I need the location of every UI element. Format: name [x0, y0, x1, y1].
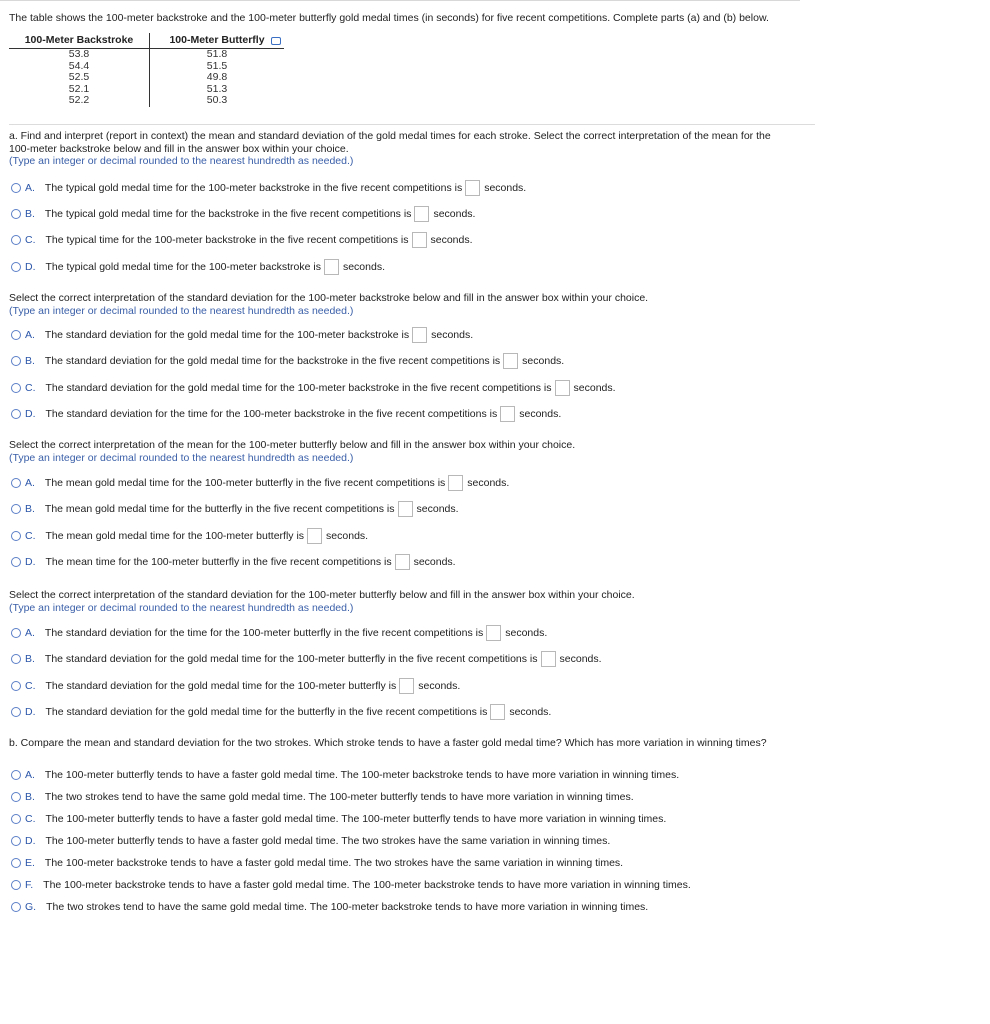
radio-button[interactable]: [11, 262, 21, 272]
radio-button[interactable]: [11, 770, 21, 780]
answer-box[interactable]: [307, 528, 322, 544]
section-divider: [9, 124, 815, 125]
q4-option-a[interactable]: A. The standard deviation for the time for the 100-meter butterfly in the five recent competitions is seconds.: [11, 624, 547, 642]
q3-option-d[interactable]: D. The mean time for the 100-meter butterfly in the five recent competitions is seconds.: [11, 553, 456, 571]
radio-button[interactable]: [11, 814, 21, 824]
q4-prompt-text: Select the correct interpretation of the standard deviation for the 100-meter butterfly below and fill in the answer box within your choice.: [9, 589, 635, 601]
q3-option-c[interactable]: C. The mean gold medal time for the 100-meter butterfly is seconds.: [11, 527, 368, 545]
header-backstroke: 100-Meter Backstroke: [9, 33, 150, 49]
intro-text: The table shows the 100-meter backstroke and the 100-meter butterfly gold medal times (in seconds) for five recent competitions. Complete parts (a) and (b) below.: [9, 12, 769, 24]
answer-box[interactable]: [465, 180, 480, 196]
q4-option-d[interactable]: D. The standard deviation for the gold medal time for the butterfly in the five recent competitions is seconds.: [11, 703, 551, 721]
data-table: [9, 33, 284, 107]
table-cell: 52.1: [9, 84, 150, 96]
answer-box[interactable]: [395, 554, 410, 570]
radio-button[interactable]: [11, 504, 21, 514]
radio-button[interactable]: [11, 792, 21, 802]
q4-option-b[interactable]: B. The standard deviation for the gold medal time for the 100-meter butterfly in the five recent competitions is seconds.: [11, 650, 602, 668]
part-b-option-a[interactable]: A. The 100-meter butterfly tends to have a faster gold medal time. The 100-meter backstroke tends to have more variation in winning times.: [11, 766, 679, 784]
radio-button[interactable]: [11, 654, 21, 664]
q1-option-a[interactable]: A. The typical gold medal time for the 100-meter backstroke in the five recent competitions is seconds.: [11, 179, 526, 197]
answer-box[interactable]: [490, 704, 505, 720]
q2-prompt-text: Select the correct interpretation of the standard deviation for the 100-meter backstroke below and fill in the answer box within your choice.: [9, 292, 649, 304]
part-a-hint: (Type an integer or decimal rounded to the nearest hundredth as needed.): [9, 155, 354, 167]
answer-box[interactable]: [500, 406, 515, 422]
table-cell: 53.8: [9, 49, 150, 61]
table-cell: 51.5: [206, 59, 228, 72]
table-cell: 50.3: [206, 94, 228, 106]
q2-option-c[interactable]: C. The standard deviation for the gold medal time for the 100-meter backstroke in the five recent competitions is seconds.: [11, 379, 616, 397]
answer-box[interactable]: [324, 259, 339, 275]
answer-box[interactable]: [541, 651, 556, 667]
q3-prompt: [9, 439, 819, 464]
part-b-prompt: b. Compare the mean and standard deviation for the two strokes. Which stroke tends to have a faster gold medal time? Which has more variation in winning times?: [9, 737, 767, 749]
q3-option-b[interactable]: B. The mean gold medal time for the butterfly in the five recent competitions is seconds.: [11, 500, 459, 518]
radio-button[interactable]: [11, 409, 21, 419]
copy-icon[interactable]: [271, 37, 281, 45]
q2-option-a[interactable]: A. The standard deviation for the gold medal time for the 100-meter backstroke is seconds.: [11, 326, 473, 344]
q4-prompt: [9, 589, 819, 614]
part-a-prompt-line2: 100-meter backstroke below and fill in the answer box within your choice.: [9, 142, 349, 155]
table-cell: 51.3: [206, 82, 228, 95]
q1-option-b[interactable]: B. The typical gold medal time for the backstroke in the five recent competitions is seconds.: [11, 205, 475, 223]
radio-button[interactable]: [11, 707, 21, 717]
radio-button[interactable]: [11, 681, 21, 691]
part-b-option-b[interactable]: B. The two strokes tend to have the same gold medal time. The 100-meter butterfly tends to have more variation in winning times.: [11, 788, 634, 806]
answer-box[interactable]: [448, 475, 463, 491]
radio-button[interactable]: [11, 836, 21, 846]
radio-button[interactable]: [11, 531, 21, 541]
table-cell: 52.5: [9, 72, 150, 84]
answer-box[interactable]: [414, 206, 429, 222]
answer-box[interactable]: [412, 232, 427, 248]
radio-button[interactable]: [11, 902, 21, 912]
radio-button[interactable]: [11, 383, 21, 393]
table-cell: 49.8: [206, 71, 228, 83]
radio-button[interactable]: [11, 235, 21, 245]
radio-button[interactable]: [11, 356, 21, 366]
part-a-prompt: [9, 130, 819, 168]
q4-hint: (Type an integer or decimal rounded to the nearest hundredth as needed.): [9, 601, 354, 614]
q4-option-c[interactable]: C. The standard deviation for the gold medal time for the 100-meter butterfly is seconds.: [11, 677, 460, 695]
part-b-option-g[interactable]: G. The two strokes tend to have the same gold medal time. The 100-meter backstroke tends to have more variation in winning times.: [11, 898, 648, 916]
answer-box[interactable]: [555, 380, 570, 396]
part-a-prompt-line1: a. Find and interpret (report in context) the mean and standard deviation of the gold medal times for each stroke. Select the correct interpretation of the mean for the: [9, 130, 771, 142]
part-b-option-f[interactable]: F. The 100-meter backstroke tends to have a faster gold medal time. The 100-meter backstroke tends to have more variation in winning times.: [11, 876, 691, 894]
q2-hint: (Type an integer or decimal rounded to the nearest hundredth as needed.): [9, 304, 354, 317]
radio-button[interactable]: [11, 628, 21, 638]
answer-box[interactable]: [398, 501, 413, 517]
radio-button[interactable]: [11, 183, 21, 193]
q3-prompt-text: Select the correct interpretation of the mean for the 100-meter butterfly below and fill in the answer box within your choice.: [9, 439, 576, 451]
q2-prompt: [9, 292, 819, 317]
q3-option-a[interactable]: A. The mean gold medal time for the 100-meter butterfly in the five recent competitions is seconds.: [11, 474, 509, 492]
q2-option-b[interactable]: B. The standard deviation for the gold medal time for the backstroke in the five recent competitions is seconds.: [11, 352, 564, 370]
radio-button[interactable]: [11, 209, 21, 219]
answer-box[interactable]: [412, 327, 427, 343]
part-b-option-d[interactable]: D. The 100-meter butterfly tends to have a faster gold medal time. The two strokes have the same variation in winning times.: [11, 832, 610, 850]
top-divider: [0, 0, 800, 1]
answer-box[interactable]: [503, 353, 518, 369]
radio-button[interactable]: [11, 330, 21, 340]
table-cell: 52.2: [9, 95, 150, 107]
part-b-option-e[interactable]: E. The 100-meter backstroke tends to have a faster gold medal time. The two strokes have the same variation in winning times.: [11, 854, 623, 872]
table-cell: 54.4: [9, 61, 150, 73]
q3-hint: (Type an integer or decimal rounded to the nearest hundredth as needed.): [9, 451, 354, 464]
radio-button[interactable]: [11, 557, 21, 567]
radio-button[interactable]: [11, 880, 21, 890]
part-b-option-c[interactable]: C. The 100-meter butterfly tends to have a faster gold medal time. The 100-meter butterfly tends to have more variation in winning times.: [11, 810, 666, 828]
header-butterfly: 100-Meter Butterfly: [150, 33, 285, 49]
radio-button[interactable]: [11, 478, 21, 488]
q1-option-d[interactable]: D. The typical gold medal time for the 100-meter backstroke is seconds.: [11, 258, 385, 276]
q1-option-c[interactable]: C. The typical time for the 100-meter backstroke in the five recent competitions is seconds.: [11, 231, 473, 249]
q2-option-d[interactable]: D. The standard deviation for the time for the 100-meter backstroke in the five recent competitions is seconds.: [11, 405, 561, 423]
answer-box[interactable]: [486, 625, 501, 641]
radio-button[interactable]: [11, 858, 21, 868]
answer-box[interactable]: [399, 678, 414, 694]
table-cell: 51.8: [206, 48, 228, 60]
